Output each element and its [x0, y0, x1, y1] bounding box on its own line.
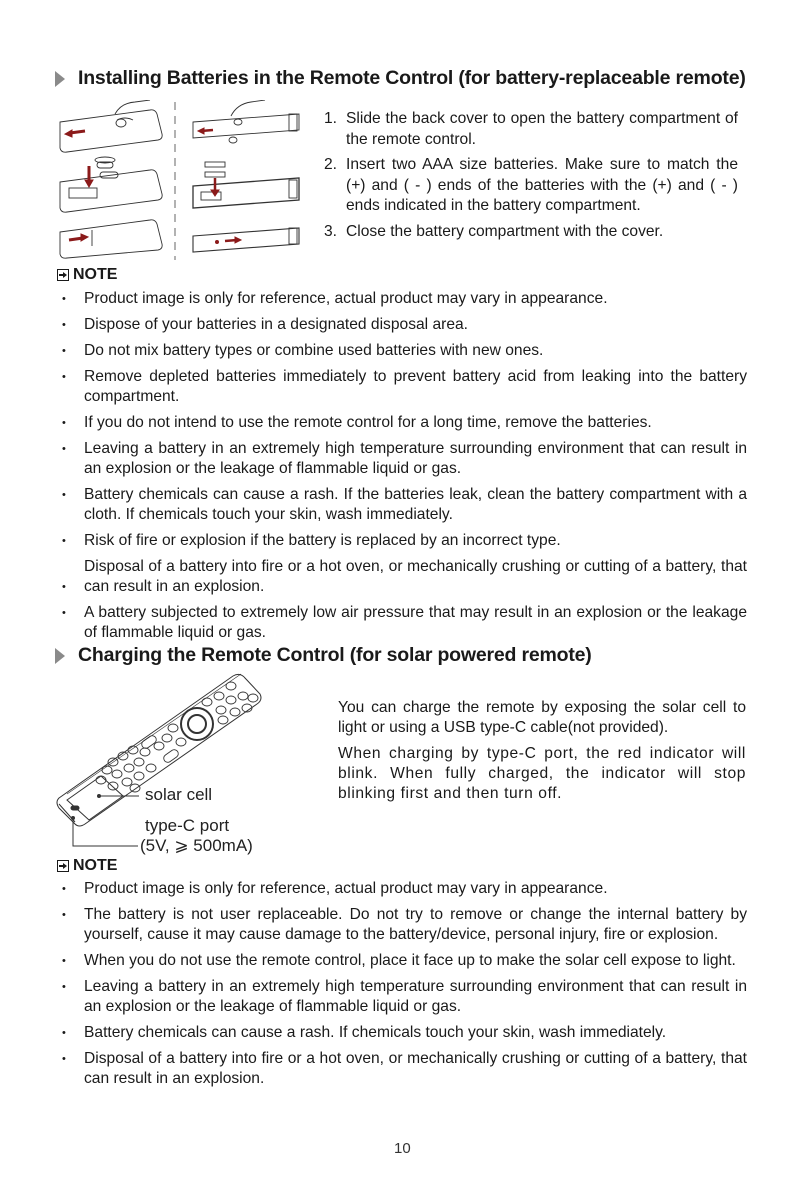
battery-installation-illustration: [55, 100, 315, 260]
note-item: • Product image is only for reference, actual product may vary in appearance.: [62, 290, 608, 307]
note-item: • Disposal of a battery into fire or a hot oven, or mechanically crushing or cutting of a battery, that can result in an explosion.: [62, 1050, 747, 1087]
note-arrow-icon: [57, 269, 69, 281]
step-2: 2. Insert two AAA size batteries. Make sure to match the (+) and ( - ) ends of the batteries with the (+) and ( - ) ends indicated in the battery compartment.: [324, 156, 738, 214]
note-item: • Disposal of a battery into fire or a hot oven, or mechanically crushing or cutting of a battery, that can result in an explosion.: [62, 558, 747, 595]
step-3: 3. Close the battery compartment with the cover.: [324, 222, 664, 240]
charging-paragraph-2: When charging by type-C port, the red indicator will blink. When fully charged, the indicator will stop blinking first and then turn off.: [338, 745, 746, 802]
note-list-2: [57, 879, 747, 1095]
note-item: • Leaving a battery in an extremely high temperature surrounding environment that can result in an explosion or the leakage of flammable liquid or gas.: [62, 978, 747, 1015]
note-item: • Battery chemicals can cause a rash. If the batteries leak, clean the battery compartment with a cloth. If chemicals touch your skin, wash immediately.: [62, 486, 747, 523]
triangle-bullet-icon: [55, 71, 65, 87]
type-c-spec-label: (5V, ⩾ 500mA): [140, 836, 253, 855]
charging-description: [338, 698, 746, 810]
note-list-1: [57, 289, 747, 649]
section-heading-charging: [55, 644, 592, 667]
type-c-port-label: type-C port: [145, 816, 230, 835]
note-item: • The battery is not user replaceable. Do not try to remove or change the internal battery by yourself, cause it may cause damage to the battery/device, personal injury, fire or explosion.: [62, 906, 747, 943]
installation-steps: [324, 109, 738, 247]
note-item: • Product image is only for reference, actual product may vary in appearance.: [62, 880, 608, 897]
note-item: • Remove depleted batteries immediately to prevent battery acid from leaking into the battery compartment.: [62, 368, 747, 405]
note-item: • Leaving a battery in an extremely high temperature surrounding environment that can result in an explosion or the leakage of flammable liquid or gas.: [62, 440, 747, 477]
note-item: • Risk of fire or explosion if the battery is replaced by an incorrect type.: [62, 532, 561, 549]
note-item: • Dispose of your batteries in a designated disposal area.: [62, 316, 469, 333]
charging-paragraph-1: You can charge the remote by exposing the solar cell to light or using a USB type-C cable(not provided).: [338, 699, 746, 736]
note-item: • Do not mix battery types or combine used batteries with new ones.: [62, 342, 544, 359]
triangle-bullet-icon: [55, 648, 65, 664]
note-item: • A battery subjected to extremely low air pressure that may result in an explosion or the leakage of flammable liquid or gas.: [62, 604, 747, 641]
section-title: Installing Batteries in the Remote Control (for battery-replaceable remote): [78, 67, 746, 89]
note-item: • Battery chemicals can cause a rash. If chemicals touch your skin, wash immediately.: [62, 1024, 667, 1041]
note-item: • If you do not intend to use the remote control for a long time, remove the batteries.: [62, 414, 652, 431]
section-title: Charging the Remote Control (for solar powered remote): [78, 644, 592, 666]
note-arrow-icon: [57, 860, 69, 872]
note-item: • When you do not use the remote control, place it face up to make the solar cell expose to light.: [62, 952, 736, 969]
step-1: 1. Slide the back cover to open the battery compartment of the remote control.: [324, 110, 738, 148]
note-heading-2: NOTE: [57, 857, 117, 875]
page-number: 10: [394, 1140, 411, 1157]
solar-cell-label: solar cell: [145, 785, 213, 804]
note-heading-1: NOTE: [57, 266, 117, 284]
section-heading-installing-batteries: [55, 67, 746, 90]
